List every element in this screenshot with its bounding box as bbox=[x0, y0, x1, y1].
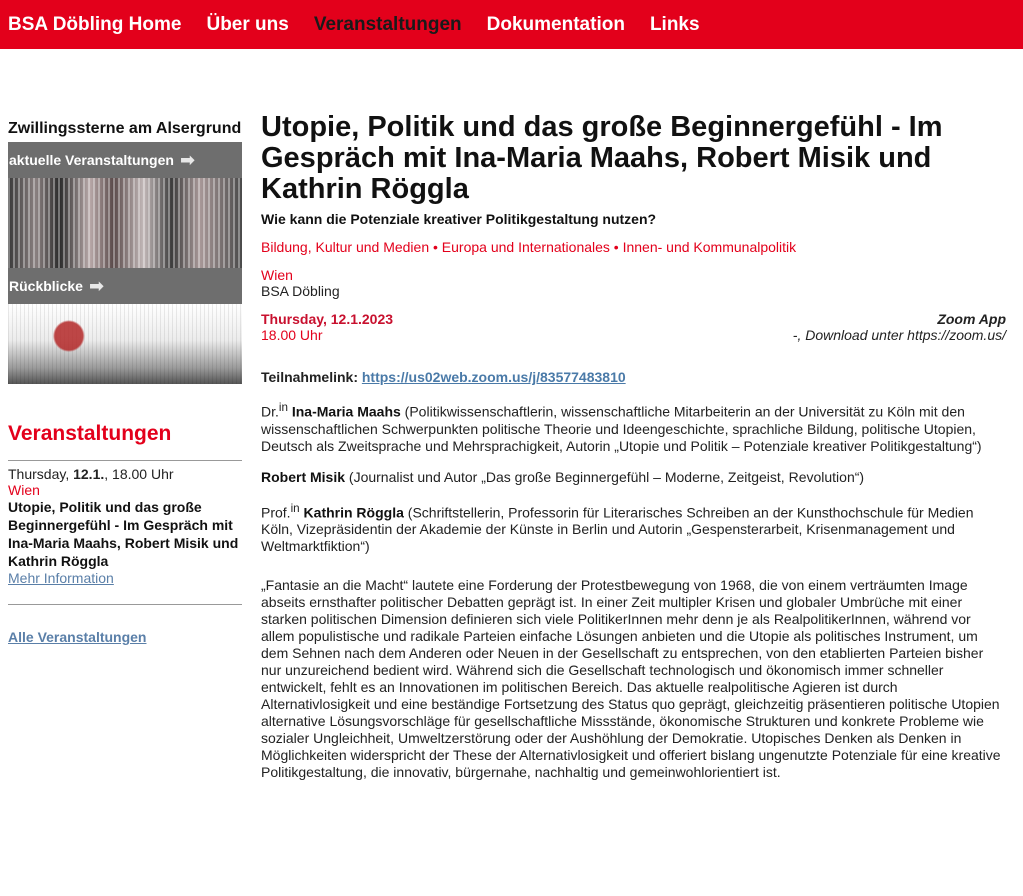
organizer: BSA Döbling bbox=[261, 283, 340, 299]
top-navigation bbox=[0, 0, 1023, 49]
current-events-label: aktuelle Veranstaltungen bbox=[9, 152, 174, 168]
events-section-title: Veranstaltungen bbox=[8, 422, 172, 445]
current-events-button[interactable] bbox=[8, 142, 242, 178]
nav-links[interactable]: Links bbox=[649, 13, 700, 35]
arrow-right-icon: ➡ bbox=[88, 275, 105, 296]
nav-events[interactable]: Veranstaltungen bbox=[313, 13, 462, 35]
location-city: Wien bbox=[261, 267, 293, 283]
review-button[interactable] bbox=[8, 268, 242, 304]
event-city: Wien bbox=[8, 482, 40, 498]
building-photo bbox=[8, 304, 242, 384]
zoom-link[interactable]: https://us02web.zoom.us/j/83577483810 bbox=[361, 369, 626, 385]
nav-documentation[interactable]: Dokumentation bbox=[486, 13, 625, 35]
speaker-maahs: Dr.$^{in}$ Ina-Maria Maahs (Politikwissenschaftlerin, wissenschaftliche Mitarbeiterin an der Universität zu Köln mit den wissenschaftlichen Schwerpunkten politische Theorie und Ideengeschichte, sprachliche Bildung, politische Utopien, Deutsch als Zweitsprache und Mehrsprachigkeit, Autorin „Utopie und Politik – Potenziale kreativer Politikgestaltung“) bbox=[261, 401, 982, 454]
speaker-misik: Robert Misik (Journalist und Autor „Das große Beginnergefühl – Moderne, Zeitgeist, Revolution“) bbox=[261, 468, 865, 485]
divider bbox=[8, 604, 242, 605]
event-title: Utopie, Politik und das große Beginnergefühl - Im Gespräch mit Ina-Maria Maahs, Robert Misik und Kathrin Röggla bbox=[8, 499, 239, 569]
nav-about[interactable]: Über uns bbox=[206, 13, 289, 35]
venue-name: Zoom App bbox=[937, 311, 1006, 327]
venue-detail: -, Download unter https://zoom.us/ bbox=[792, 327, 1006, 343]
participation-link-row bbox=[261, 369, 1006, 385]
arrow-right-icon: ➡ bbox=[179, 149, 196, 170]
nav-home[interactable]: BSA Döbling Home bbox=[8, 13, 182, 35]
event-time: 18.00 Uhr bbox=[261, 327, 323, 343]
event-subtitle: Wie kann die Potenziale kreativer Politikgestaltung nutzen? bbox=[261, 211, 657, 227]
event-date: Thursday, 12.1.2023 bbox=[261, 311, 394, 327]
sidebar bbox=[8, 120, 242, 645]
speaker-roeggla: Prof.$^{in}$ Kathrin Röggla (Schriftstellerin, Professorin für Literarisches Schreiben an der Kunsthochschule für Medien Köln, Vizepräsidentin der Akademie der Künste in Berlin und Autorin „Gespensterarbeit, Krisenmanagement und Weltmarktfiktion“) bbox=[261, 501, 974, 555]
sidebar-heading: Zwillingssterne am Alsergrund bbox=[8, 120, 242, 137]
page-title: Utopie, Politik und das große Beginnergefühl - Im Gespräch mit Ina-Maria Maahs, Robert Misik und Kathrin Röggla bbox=[261, 111, 943, 205]
event-description: „Fantasie an die Macht“ lautete eine Forderung der Protestbewegung von 1968, die von einem verträumten Image abseits ernsthafter politischer Debatten geprägt ist. In einer Zeit multipler Krisen und globaler Umbrüche mit einer starken politischen Dimension definieren sich viele PolitikerInnen mehr denn je als RealpolitikerInnen, während vor allem populistische und radikale Parteien einfache Lösungen anbieten und die Utopie als politisches Instrument, um dem Sehnen nach dem Anderen oder Neuen in der Gesellschaft zu entsprechen, von den etablierten Parteien bisher nur unzureichend bedient wird. Während sich die Gesellschaft technologisch und ökonomisch immer schneller entwickelt, fehlt es an Innovationen im politischen Bereich. Das aktuelle realpolitische Agieren ist durch Alternativlosigkeit und eine beständige Fortsetzung des Status quo geprägt, gleichzeitig präsentieren politische Utopien alternative Lösungsvorschläge für gesellschaftliche Missstände, ökonomische Strukturen und konkrete Probleme wie sozialer Ungleichheit, Umweltzerstörung oder der Aushöhlung der Demokratie. Utopisches Denken als Denken in Möglichkeiten widerspricht der These der Alternativlosigkeit und offeriert bislang ungenutzte Potenziale für eine kreative Politikgestaltung, die innovativ, bürgernahe, nachhaltig und gemeinwohlorientiert ist. bbox=[261, 577, 1001, 781]
all-events-link[interactable]: Alle Veranstaltungen bbox=[8, 629, 147, 645]
date-venue-row bbox=[261, 311, 1006, 343]
more-info-link[interactable]: Mehr Information bbox=[8, 570, 114, 586]
review-label: Rückblicke bbox=[9, 278, 83, 294]
event-categories: Bildung, Kultur und Medien • Europa und Internationales • Innen- und Kommunalpolitik bbox=[261, 239, 797, 255]
crowd-photo bbox=[8, 178, 242, 268]
event-date-line: Thursday, 12.1., 18.00 Uhr bbox=[8, 466, 174, 482]
main-content bbox=[261, 112, 1006, 795]
participation-link-label: Teilnahmelink: bbox=[261, 369, 362, 385]
divider bbox=[8, 460, 242, 461]
